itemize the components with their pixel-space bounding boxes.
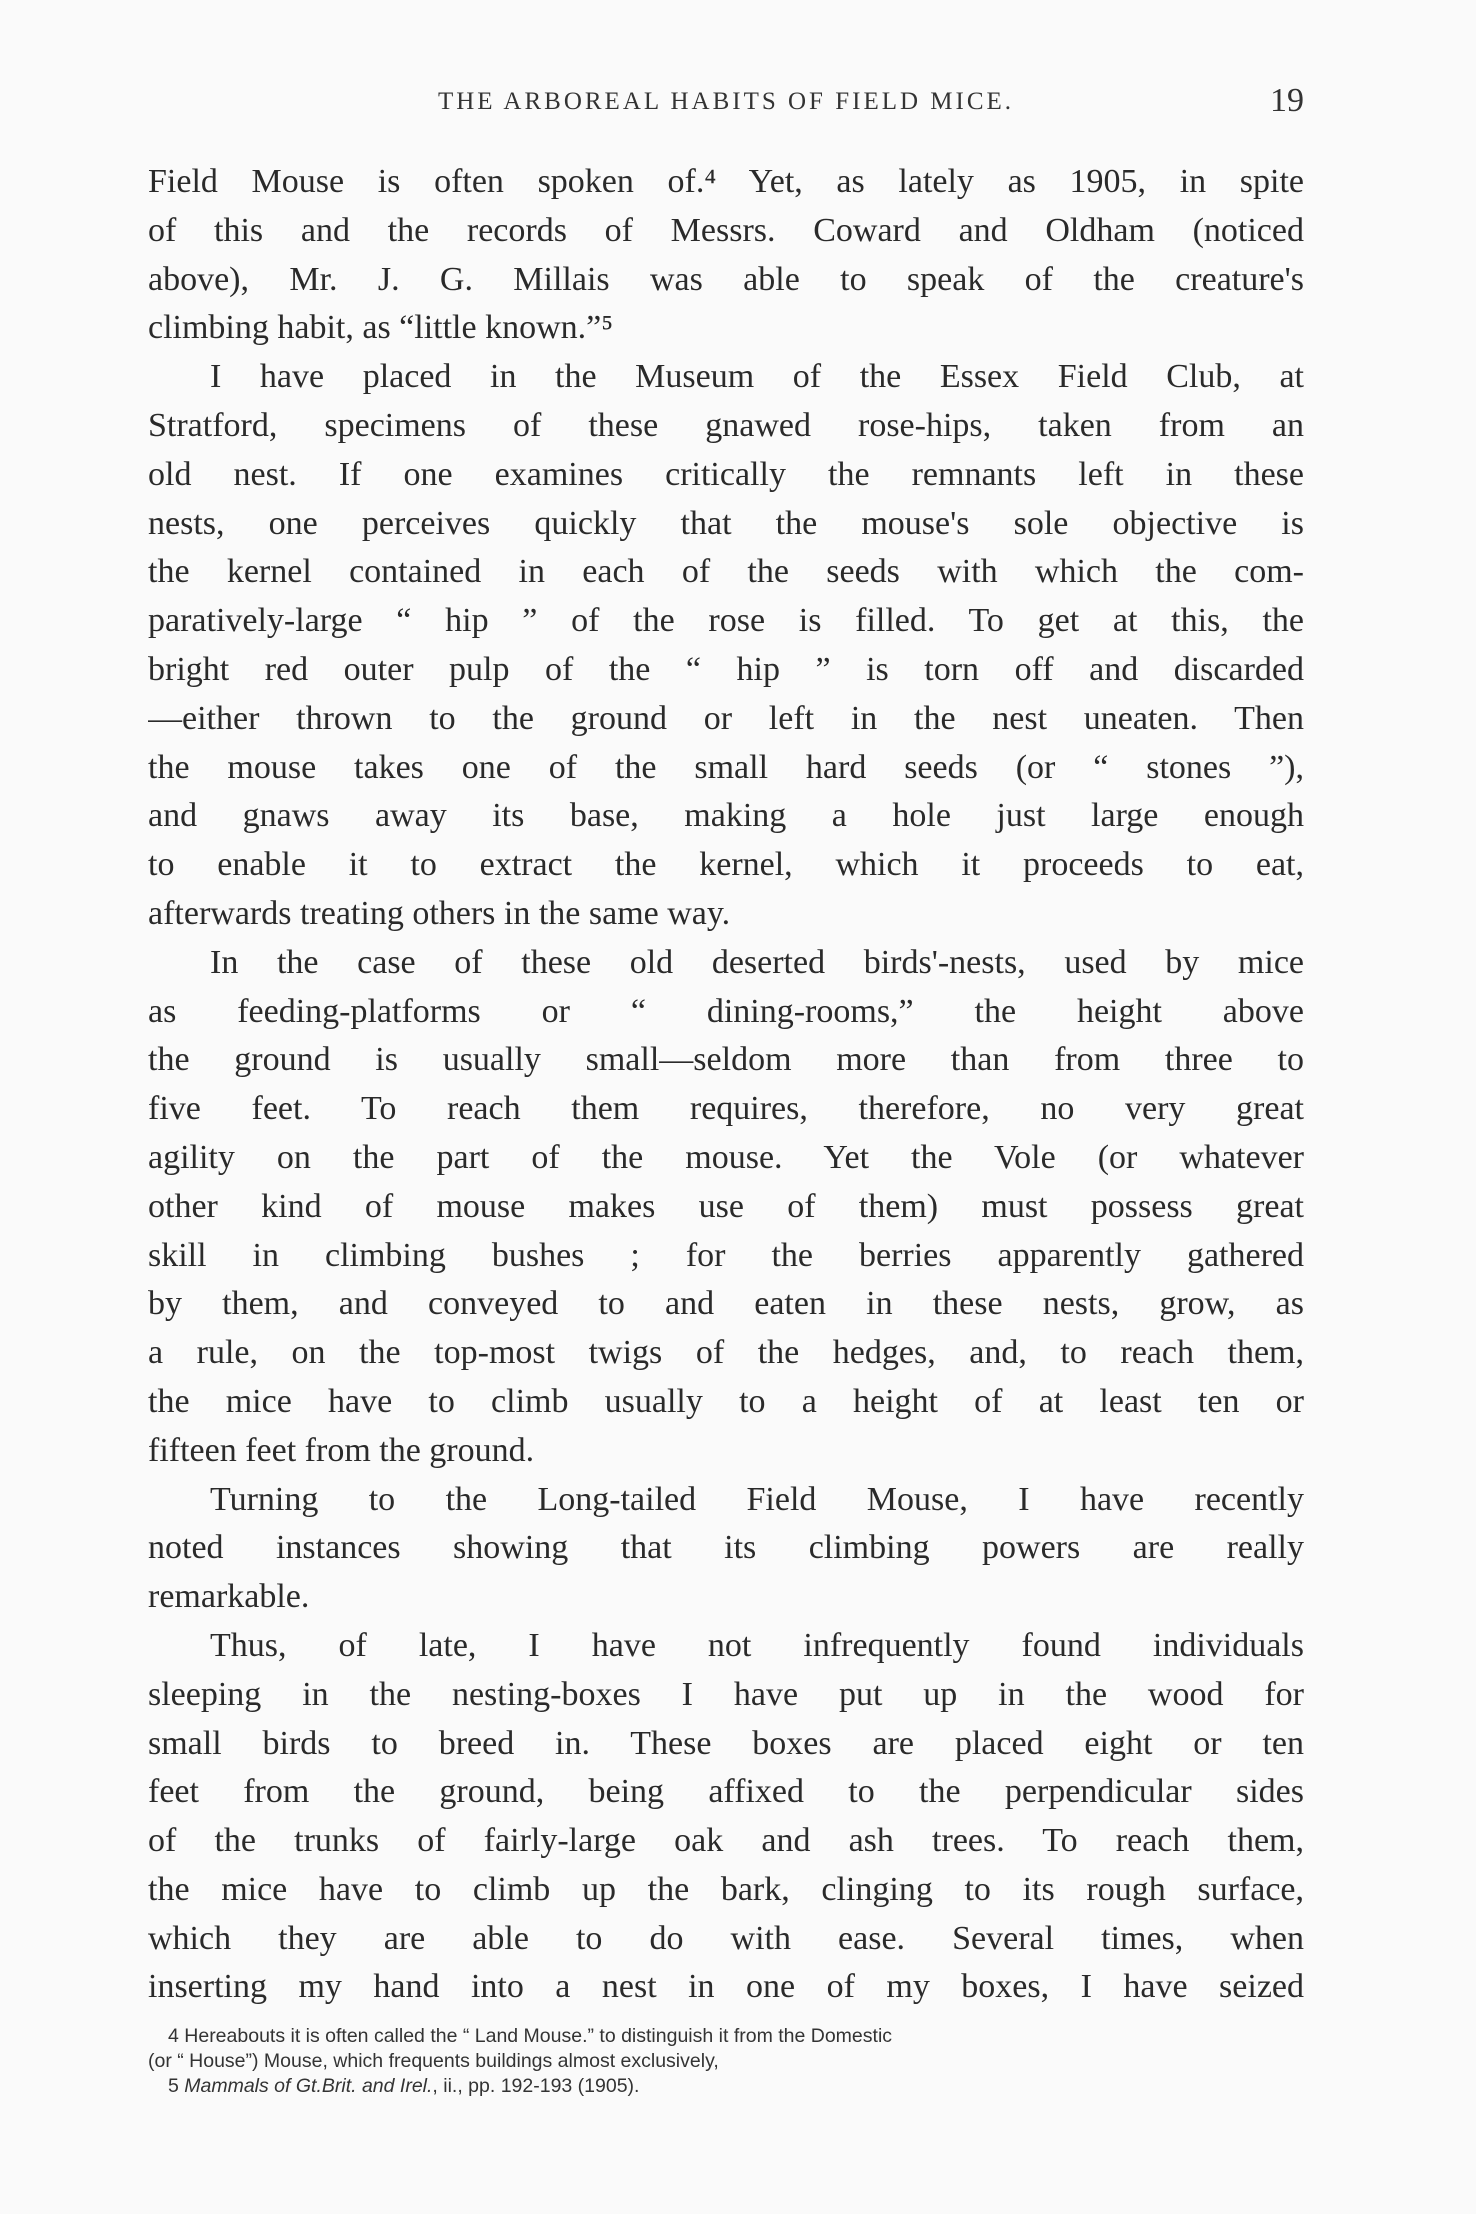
running-head (148, 82, 1304, 128)
paragraph-start-line: Thus, of late, I have not infrequently found individuals (210, 1626, 1304, 1664)
text-line: five feet. To reach them requires, therefore, no very great (148, 1090, 1304, 1128)
footnote-5-reference: , ii., pp. 192-193 (1905). (432, 2075, 640, 2097)
text-line: old nest. If one examines critically the remnants left in these (148, 455, 1304, 493)
text-line: as feeding-platforms or “ dining-rooms,” the height above (148, 992, 1304, 1030)
text-line: the kernel contained in each of the seeds with which the com- (148, 553, 1304, 591)
text-line: which they are able to do with ease. Several times, when (148, 1919, 1304, 1957)
running-title: THE ARBOREAL HABITS OF FIELD MICE. (437, 88, 1015, 115)
text-line: of this and the records of Messrs. Coward and Oldham (noticed (148, 211, 1304, 249)
text-line: the mice have to climb usually to a height of at least ten or (148, 1382, 1304, 1420)
text-line: fifteen feet from the ground. (148, 1431, 535, 1469)
text-line: noted instances showing that its climbing powers are really (148, 1529, 1304, 1567)
paragraph-start-line: I have placed in the Museum of the Essex Field Club, at (210, 358, 1304, 396)
text-line: Field Mouse is often spoken of.⁴ Yet, as lately as 1905, in spite (148, 163, 1304, 200)
body-text (148, 158, 1304, 2012)
text-line: other kind of mouse makes use of them) must possess great (148, 1187, 1304, 1225)
text-line: above), Mr. J. G. Millais was able to speak of the creature's (148, 260, 1304, 298)
text-line: small birds to breed in. These boxes are placed eight or ten (148, 1724, 1304, 1762)
page-number: 19 (1270, 82, 1304, 119)
text-line: remarkable. (148, 1578, 310, 1616)
footnote-5-title: Mammals of Gt.Brit. and Irel. (184, 2075, 433, 2097)
text-line: afterwards treating others in the same way. (148, 894, 731, 932)
text-line: nests, one perceives quickly that the mouse's sole objective is (148, 504, 1304, 542)
text-line: bright red outer pulp of the “ hip ” is torn off and discarded (148, 650, 1304, 688)
text-line: the mouse takes one of the small hard seeds (or “ stones ”), (148, 748, 1304, 786)
footnotes (148, 2024, 1304, 2099)
text-line: to enable it to extract the kernel, which it proceeds to eat, (148, 846, 1304, 884)
text-line: by them, and conveyed to and eaten in these nests, grow, as (148, 1285, 1304, 1323)
text-line: sleeping in the nesting-boxes I have put up in the wood for (148, 1675, 1304, 1713)
text-line: and gnaws away its base, making a hole just large enough (148, 797, 1304, 835)
text-line: the mice have to climb up the bark, clinging to its rough surface, (148, 1870, 1304, 1908)
text-line: agility on the part of the mouse. Yet the Vole (or whatever (148, 1138, 1304, 1176)
text-line: paratively-large “ hip ” of the rose is filled. To get at this, the (148, 602, 1304, 640)
paragraph-start-line: Turning to the Long-tailed Field Mouse, I have recently (210, 1480, 1304, 1518)
footnote-5 (148, 2074, 1304, 2099)
footnote-4-line-2: (or “ House”) Mouse, which frequents buildings almost exclusively, (148, 2050, 719, 2072)
text-line: inserting my hand into a nest in one of my boxes, I have seized (148, 1968, 1304, 2006)
text-line: the ground is usually small—seldom more than from three to (148, 1041, 1304, 1079)
text-line: of the trunks of fairly-large oak and ash trees. To reach them, (148, 1822, 1304, 1860)
text-line: Stratford, specimens of these gnawed rose-hips, taken from an (148, 406, 1304, 444)
text-line: skill in climbing bushes ; for the berries apparently gathered (148, 1236, 1304, 1274)
footnote-4-line-1: 4 Hereabouts it is often called the “ Land Mouse.” to distinguish it from the Domestic (168, 2025, 893, 2047)
text-line: climbing habit, as “little known.”⁵ (148, 309, 614, 347)
footnote-5-number: 5 (168, 2075, 185, 2097)
text-line: a rule, on the top-most twigs of the hedges, and, to reach them, (148, 1334, 1304, 1372)
text-line: —either thrown to the ground or left in the nest uneaten. Then (148, 699, 1304, 737)
paragraph-start-line: In the case of these old deserted birds'-nests, used by mice (210, 943, 1304, 981)
text-line: feet from the ground, being affixed to the perpendicular sides (148, 1773, 1304, 1811)
